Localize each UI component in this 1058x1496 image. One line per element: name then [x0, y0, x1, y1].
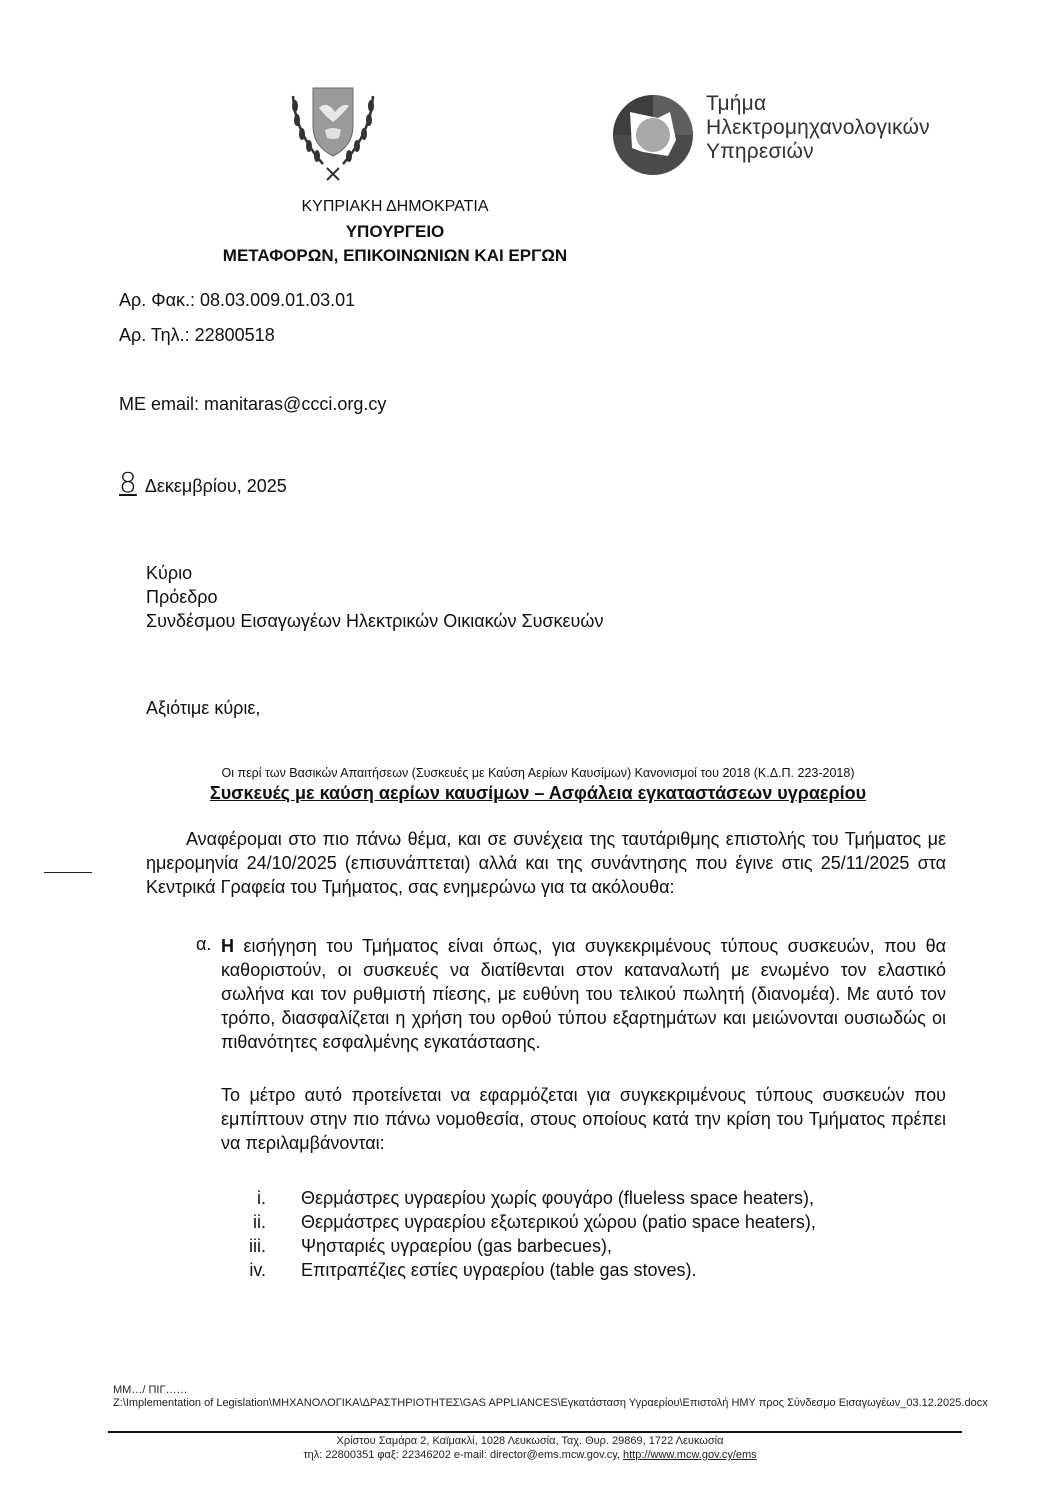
salutation: Αξιότιμε κύριε,	[146, 698, 261, 718]
list-item-number: iv.	[249, 1260, 266, 1280]
list-item-number: i.	[257, 1188, 266, 1208]
list-item-text: Ψησταριές υγραερίου (gas barbecues),	[301, 1236, 613, 1256]
list-item-text: Επιτραπέζιες εστίες υγραερίου (table gas stoves).	[301, 1260, 697, 1280]
list-item	[221, 1258, 816, 1282]
footer-divider	[108, 1431, 962, 1433]
author-initials: ΜΜ…/ ΠΙΓ……	[113, 1384, 188, 1396]
handwritten-day: 8	[119, 466, 137, 499]
recipient-block	[146, 561, 603, 633]
document-path: Z:\Implementation of Legislation\ΜΗΧΑΝΟΛΟΓΙΚΑ\ΔΡΑΣΤΗΡΙΟΤΗΤΕΣ\GAS APPLIANCES\Εγκατάσταση Υγραερίου\Επιστολή ΗΜΥ προς Σύνδεσμο Εισαγωγέων_03.12.2025.docx	[113, 1397, 988, 1409]
recipient-line3: Συνδέσμου Εισαγωγέων Ηλεκτρικών Οικιακών Συσκευών	[146, 611, 604, 631]
measure-paragraph: Το μέτρο αυτό προτείνεται να εφαρμόζεται για συγκεκριμένους τύπους συσκευών που εμπίπτουν στην πιο πάνω νομοθεσία, στους οποίους κατά την κρίση του Τμήματος πρέπει να περιλαμβάνονται:	[221, 1085, 946, 1153]
country-name: ΚΥΠΡΙΑΚΗ ΔΗΜΟΚΡΑΤΙΑ	[301, 198, 489, 215]
margin-mark	[44, 872, 92, 873]
footer-contact-line	[100, 1448, 960, 1462]
footer-address: Χρίστου Σαμάρα 2, Καϊμακλί, 1028 Λευκωσία, Ταχ. Θυρ. 29869, 1722 Λευκωσία	[336, 1435, 724, 1447]
item-a-text: εισήγηση του Τμήματος είναι όπως, για συγκεκριμένους τύπους συσκευών, που θα καθοριστούν, οι συσκευές να διατίθενται στον καταναλωτή με ενωμένο τον ελαστικό σωλήνα και τον ρυθμιστή πίεσης, με ευθύνη του τελικού πωλητή (διανομέα). Με αυτό τον τρόπο, διασφαλίζεται η χρήση του ορθού τύπου εξαρτημάτων και μειώνονται ουσιωδώς οι πιθανότητες εσφαλμένης εγκατάστασης.	[221, 936, 946, 1052]
item-a-paragraph	[221, 934, 946, 1054]
list-item-text: Θερμάστρες υγραερίου χωρίς φουγάρο (flueless space heaters),	[301, 1188, 815, 1208]
subject-regulation: Οι περί των Βασικών Απαιτήσεων (Συσκευές με Καύση Αερίων Καυσίμων) Κανονισμοί του 2018 (Κ.Δ.Π. 223-2018)	[221, 766, 855, 780]
department-logo-icon	[608, 90, 698, 180]
item-a-label: α.	[196, 934, 212, 954]
appliance-list	[221, 1186, 816, 1282]
ministry-name: ΜΕΤΑΦΟΡΩΝ, ΕΠΙΚΟΙΝΩΝΙΩΝ ΚΑΙ ΕΡΓΩΝ	[222, 246, 568, 265]
footer-website-link[interactable]: http://www.mcw.gov.cy/ems	[623, 1449, 757, 1461]
list-item	[221, 1234, 816, 1258]
subject-title: Συσκευές με καύση αερίων καυσίμων – Ασφάλεια εγκαταστάσεων υγραερίου	[209, 783, 867, 803]
footer-address-block	[100, 1434, 960, 1462]
footer-contact: τηλ: 22800351 φαξ: 22346202 e-mail: director@ems.mcw.gov.cy,	[303, 1449, 620, 1461]
intro-paragraph: Αναφέρομαι στο πιο πάνω θέμα, και σε συνέχεια της ταυτάριθμης επιστολής του Τμήματος με ημερομηνία 24/10/2025 (επισυνάπτεται) αλλά και της συνάντησης που έγινε στις 25/11/2025 στα Κεντρικά Γραφεία του Τμήματος, σας ενημερώνω για τα ακόλουθα:	[146, 829, 946, 897]
ministry-title: ΥΠΟΥΡΓΕΙΟ	[345, 222, 445, 241]
department-name	[706, 92, 930, 164]
coat-of-arms-icon	[283, 82, 383, 190]
list-item	[221, 1210, 816, 1234]
list-item	[221, 1186, 816, 1210]
recipient-line2: Πρόεδρο	[146, 587, 218, 607]
department-name-line2: Ηλεκτρομηχανολογικών	[706, 116, 930, 139]
department-name-line3: Υπηρεσιών	[706, 140, 814, 163]
date-month-year: Δεκεμβρίου, 2025	[144, 476, 287, 496]
recipient-line1: Κύριο	[146, 563, 193, 583]
letter-date	[119, 466, 287, 499]
list-item-number: ii.	[253, 1212, 266, 1232]
email-reference: ΜΕ email: manitaras@ccci.org.cy	[119, 394, 387, 414]
department-name-line1: Τμήμα	[706, 92, 767, 115]
list-item-number: iii.	[249, 1236, 266, 1256]
item-a-bold-start: Η	[221, 936, 234, 956]
file-reference: Αρ. Φακ.: 08.03.009.01.03.01	[119, 290, 356, 310]
phone-reference: Αρ. Τηλ.: 22800518	[119, 325, 275, 345]
list-item-text: Θερμάστρες υγραερίου εξωτερικού χώρου (patio space heaters),	[301, 1212, 816, 1232]
